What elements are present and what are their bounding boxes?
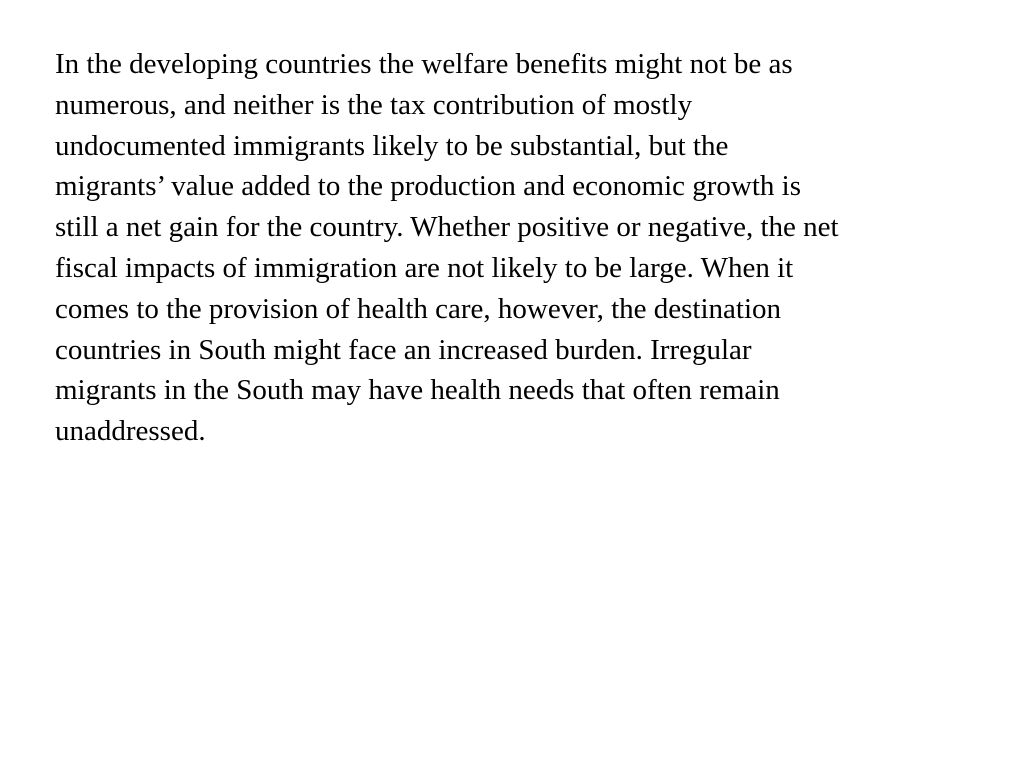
paragraph-line: countries in South might face an increased burden. Irregular (55, 333, 752, 366)
paragraph-line: unaddressed. (55, 415, 206, 448)
paragraph-line: fiscal impacts of immigration are not likely to be large. When it (55, 251, 794, 284)
paragraph-line: undocumented immigrants likely to be substantial, but the (55, 129, 729, 162)
paragraph-line: numerous, and neither is the tax contribution of mostly (55, 88, 693, 121)
paragraph-line: In the developing countries the welfare benefits might not be as (55, 48, 793, 80)
paragraph-line: migrants’ value added to the production and economic growth is (55, 170, 802, 203)
paragraph-line: comes to the provision of health care, however, the destination (55, 292, 782, 325)
body-paragraph (55, 44, 995, 452)
paragraph-line: migrants in the South may have health needs that often remain (55, 374, 780, 407)
paragraph-line: still a net gain for the country. Whether positive or negative, the net (55, 211, 839, 244)
